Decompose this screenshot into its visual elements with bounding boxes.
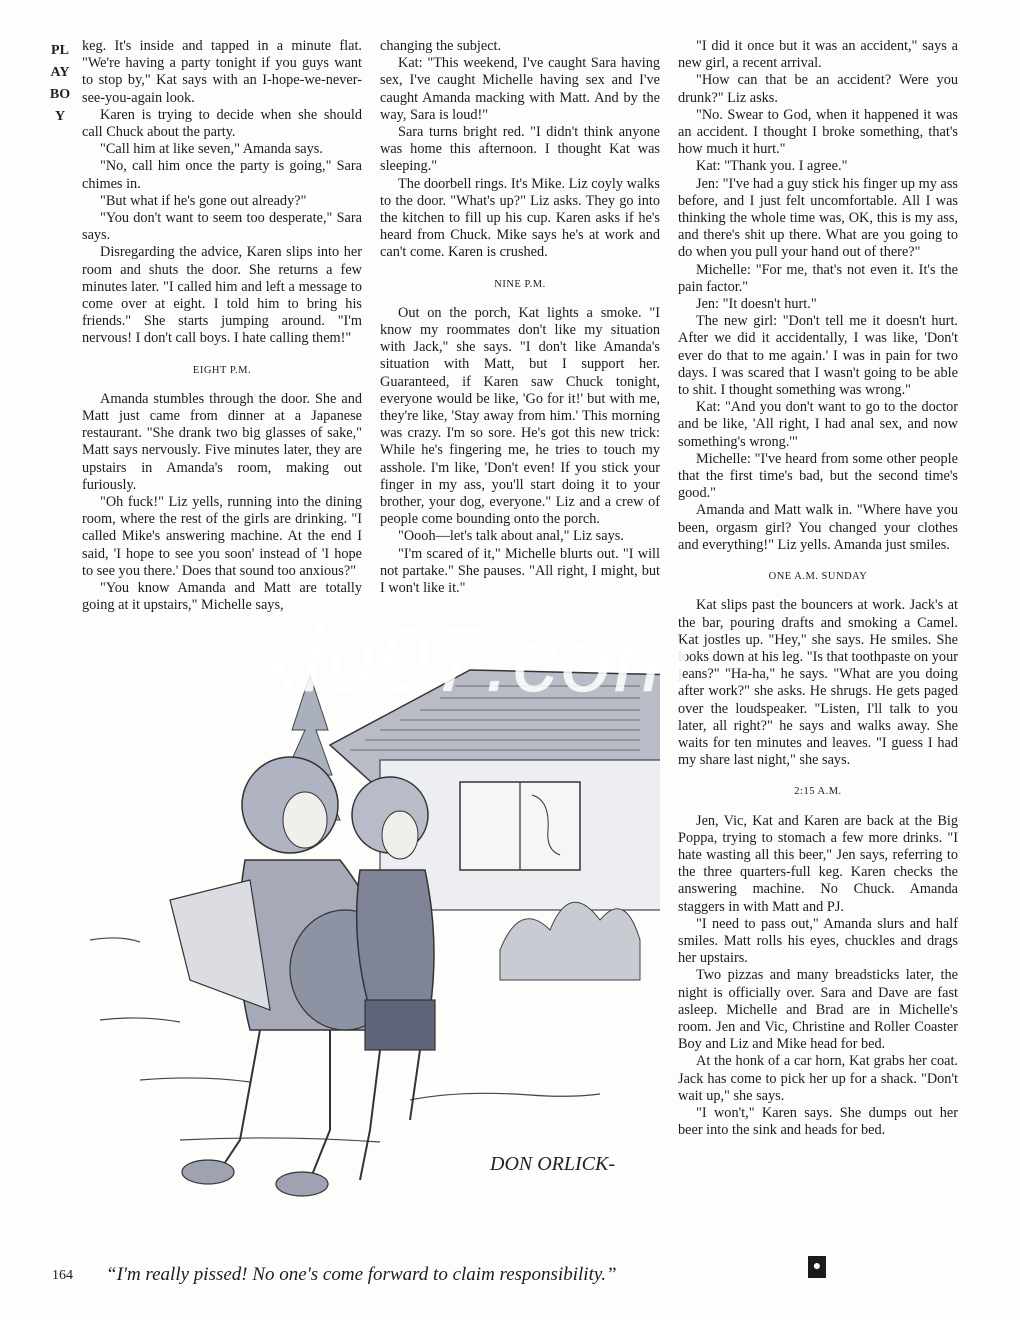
paragraph: Jen: "I've had a guy stick his finger up my ass before, and I just felt uncomfortable. All I was thinking the whole time was, OK, this is my ass, and there's shit up there. What are you going to do when you pull your hand out of there?" [678,175,958,261]
paragraph: Karen is trying to decide when she should call Chuck about the party. [82,106,362,141]
paragraph: "No, call him once the party is going," Sara chimes in. [82,158,362,192]
text-column-1 [82,38,362,615]
paragraph: "Call him at like seven," Amanda says. [100,141,323,158]
paragraph: Two pizzas and many breadsticks later, the night is officially over. Sara and Dave are fast asleep. Michelle and Brad are in Michelle's room. Jen and Vic, Christine and Roller Coaster Boy and Liz and Mike head for bed. [678,967,958,1053]
paragraph: Kat slips past the bouncers at work. Jack's at the bar, pouring drafts and smoking a Camel. Kat jostles up. "Hey," she says. He smiles. She looks down at his leg. "Is that toothpaste on your jeans?" "Ha-ha," he says. "What are you doing after work?" she asks. He shrugs. He gets paged over the loudspeaker. "Listen, I'll talk to you later, all right?" he says and walks away. She waits for ten minutes and leaves. "I guess I had my share last night," she says. [678,597,958,769]
paragraph: At the honk of a car horn, Kat grabs her coat. Jack has come to pick her up for a shack. "Don't wait up," she says. [678,1053,958,1104]
section-heading: NINE P.M. [494,278,546,290]
paragraph: "Oooh—let's talk about anal," Liz says. [398,528,624,545]
paragraph: "But what if he's gone out already?" [100,192,307,209]
paragraph: Kat: "Thank you. I agree." [696,158,848,175]
paragraph: The new girl: "Don't tell me it doesn't hurt. After we did it accidentally, I was like, 'Don't ever do that to me again.' I was in pain for two days. I was scared that I wasn't going to be able to shit. I thought something was wrong." [678,313,958,399]
text-column-3 [678,38,958,1139]
artist-signature: DON ORLICK- [490,1153,616,1175]
paragraph: "You don't want to seem too desperate," Sara says. [82,210,362,244]
paragraph: Amanda stumbles through the door. She and Matt just came from dinner at a Japanese restaurant. "She drank two big glasses of sake," Matt says nervously. Five minutes later, they are upstairs in Amanda's room, making out furiously. [82,390,362,493]
playboy-bunny-icon: ● [808,1256,826,1278]
paragraph: keg. It's inside and tapped in a minute flat. "We're having a party tonight if you guys want to stop by," Kat says with an I-hope-we-never-see-you-again look. [82,38,362,106]
paragraph: Amanda and Matt walk in. "Where have you been, orgasm girl? You changed your clothes and everything!" Liz yells. Amanda just smiles. [678,502,958,553]
section-heading: 2:15 A.M. [794,786,842,798]
paragraph: Out on the porch, Kat lights a smoke. "I know my roommates don't like my situation with Jack," she says. "I don't like Amanda's situation with Matt, but I support her. Guaranteed, if Karen saw Chuck tonight, everyone would be like, 'Go for it!' but with me, they're like, 'Stay away from him.' This morning was crazy. I'm so sore. He's got this new trick: While he's fingering me, he tries to touch my asshole. I'm like, 'Don't even! If you stick your finger in my ass, you'll start doing it to your brother, your dog, everyone." Liz and a crew of people come bounding onto the porch. [380,304,660,528]
paragraph: Jen, Vic, Kat and Karen are back at the Big Poppa, trying to stomach a few more drinks. "I hate wasting all this beer," Jen says, referring to the three quarters-full keg. Karen checks the answering machine. No Chuck. Amanda staggers in with Matt and PJ. [678,812,958,915]
paragraph: Jen: "It doesn't hurt." [696,296,817,313]
paragraph: "How can that be an accident? Were you drunk?" Liz asks. [678,72,958,106]
paragraph: Disregarding the advice, Karen slips into her room and shuts the door. She returns a few minutes later. "I called him and left a message to come over at eight. I told him to bring his friends." She starts jumping around. "I'm nervous! I don't call boys. I hate calling them!" [82,244,362,347]
section-heading: EIGHT P.M. [192,364,252,376]
paragraph: "I need to pass out," Amanda slurs and half smiles. Matt rolls his eyes, chuckles and drags her upstairs. [678,915,958,967]
magazine-name-vertical: PLAYBOY [49,43,71,124]
paragraph: "I won't," Karen says. She dumps out her beer into the sink and heads for bed. [678,1104,958,1139]
watermark: xiu07.com [255,609,693,711]
text-column-2 [380,38,660,597]
paragraph: Michelle: "For me, that's not even it. It's the pain factor." [678,261,958,295]
paragraph: "Oh fuck!" Liz yells, running into the dining room, where the rest of the girls are drinking. "I called Mike's answering machine. At the end I said, 'I hope to see you soon' instead of 'I hope to see you there.' Does that sound too anxious?" [82,494,362,579]
cartoon-caption: “I'm really pissed! No one's come forward to claim responsibility.” [106,1264,617,1285]
section-heading: ONE A.M. SUNDAY [768,571,868,583]
page-number: 164 [52,1268,73,1283]
paragraph: "You know Amanda and Matt are totally going at it upstairs," Michelle says, [82,580,362,614]
paragraph: Michelle: "I've heard from some other people that the first time's bad, but the second time's good." [678,450,958,502]
cartoon-illustration [80,650,660,1215]
paragraph: "I'm scared of it," Michelle blurts out. "I will not partake." She pauses. "All right, I might, but I won't like it." [380,545,660,597]
paragraph: Kat: "This weekend, I've caught Sara having sex, I've caught Michelle having sex and I've caught Amanda macking with Matt. And by the way, Sara is loud!" [380,55,660,123]
paragraph: changing the subject. [380,38,502,54]
paragraph: The doorbell rings. It's Mike. Liz coyly walks to the door. "What's up?" Liz asks. They go into the kitchen to fill up his cup. Karen asks if he's heard from Chuck. Mike says he's at work and can't come. Karen is crushed. [380,175,660,261]
paragraph: Sara turns bright red. "I didn't think anyone was home this afternoon. I thought Kat was sleeping." [380,124,660,175]
paragraph: Kat: "And you don't want to go to the doctor and be like, 'All right, I had anal sex, and now something's wrong.'" [678,399,958,450]
paragraph: "I did it once but it was an accident," says a new girl, a recent arrival. [678,38,958,72]
paragraph: "No. Swear to God, when it happened it was an accident. I thought I broke something, that's how much it hurt." [678,106,958,158]
